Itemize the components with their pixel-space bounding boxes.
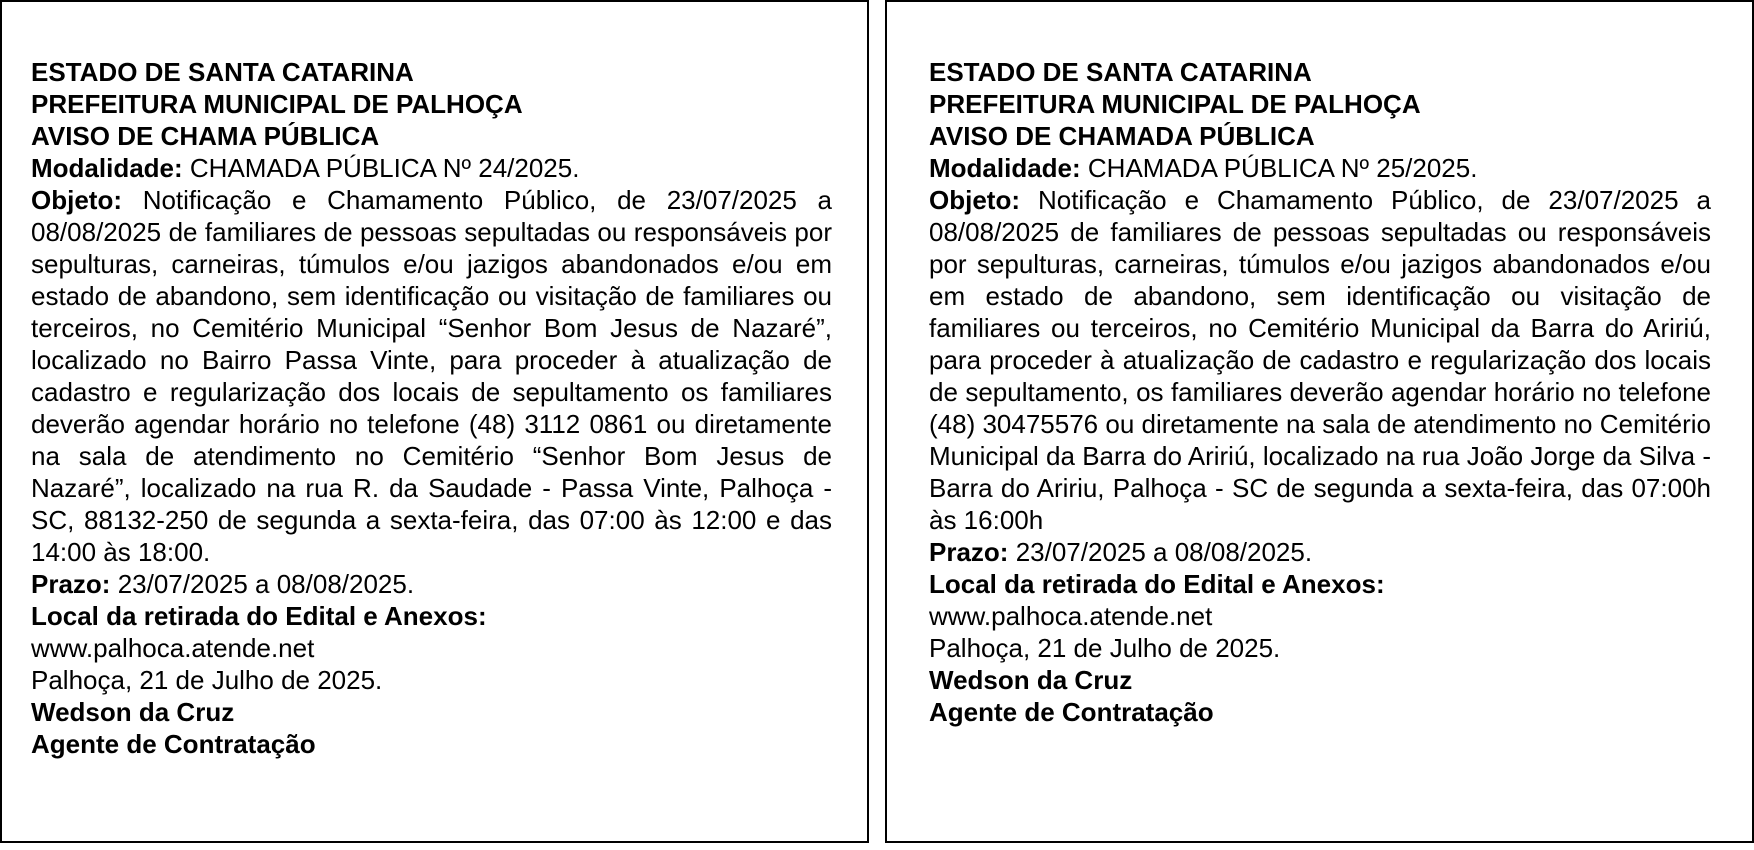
municipality-header: PREFEITURA MUNICIPAL DE PALHOÇA [929, 89, 1421, 119]
prazo-label: Prazo: [31, 569, 111, 599]
notice-box-25 [885, 0, 1754, 843]
prazo-value: 23/07/2025 a 08/08/2025. [1008, 537, 1313, 567]
modalidade-value: CHAMADA PÚBLICA Nº 24/2025. [182, 153, 580, 183]
state-header: ESTADO DE SANTA CATARINA [929, 57, 1312, 87]
notice-heading: AVISO DE CHAMADA PÚBLICA [929, 121, 1315, 151]
local-label: Local da retirada do Edital e Anexos: [929, 569, 1385, 599]
signer-role: Agente de Contratação [929, 697, 1214, 727]
local-label: Local da retirada do Edital e Anexos: [31, 601, 487, 631]
modalidade-value: CHAMADA PÚBLICA Nº 25/2025. [1080, 153, 1478, 183]
modalidade-label: Modalidade: [929, 153, 1081, 183]
website-text: www.palhoca.atende.net [31, 633, 315, 663]
prazo-value: 23/07/2025 a 08/08/2025. [110, 569, 415, 599]
notice-content [929, 56, 1711, 728]
notice-content [31, 56, 832, 760]
website-text: www.palhoca.atende.net [929, 601, 1213, 631]
modalidade-line [31, 152, 832, 184]
notice-heading: AVISO DE CHAMA PÚBLICA [31, 121, 380, 151]
objeto-label: Objeto: [31, 185, 122, 215]
date-line: Palhoça, 21 de Julho de 2025. [31, 665, 383, 695]
objeto-text: Notificação e Chamamento Público, de 23/07/2025 a 08/08/2025 de familiares de pessoas sepultadas ou responsáveis por sepulturas, carneiras, túmulos e/ou jazigos abandonados e/ou em estado de abandono, sem identificação ou visitação de familiares ou terceiros, no Cemitério Municipal “Senhor Bom Jesus de Nazaré”, localizado no Bairro Passa Vinte, para proceder à atualização de cadastro e regularização dos locais de sepultamento os familiares deverão agendar horário no telefone (48) 3112 0861 ou diretamente na sala de atendimento no Cemitério “Senhor Bom Jesus de Nazaré”, localizado na rua R. da Saudade - Passa Vinte, Palhoça - SC, 88132-250 de segunda a sexta-feira, das 07:00 às 12:00 e das 14:00 às 18:00. [31, 185, 832, 567]
signer-name: Wedson da Cruz [929, 665, 1133, 695]
modalidade-label: Modalidade: [31, 153, 183, 183]
prazo-line [31, 568, 832, 600]
prazo-line [929, 536, 1711, 568]
objeto-text: Notificação e Chamamento Público, de 23/07/2025 a 08/08/2025 de familiares de pessoas sepultadas ou responsáveis por sepulturas, carneiras, túmulos e/ou jazigos abandonados e/ou em estado de abandono, sem identificação ou visitação de familiares ou terceiros, no Cemitério Municipal da Barra do Aririú, para proceder à atualização de cadastro e regularização dos locais de sepultamento, os familiares deverão agendar horário no telefone (48) 30475576 ou diretamente na sala de atendimento no Cemitério Municipal da Barra do Aririú, localizado na rua João Jorge da Silva - Barra do Aririu, Palhoça - SC de segunda a sexta-feira, das 07:00h às 16:00h [929, 185, 1711, 535]
objeto-label: Objeto: [929, 185, 1020, 215]
objeto-paragraph [31, 184, 832, 568]
notice-box-24 [0, 0, 869, 843]
objeto-paragraph [929, 184, 1711, 536]
signer-name: Wedson da Cruz [31, 697, 235, 727]
state-header: ESTADO DE SANTA CATARINA [31, 57, 414, 87]
municipality-header: PREFEITURA MUNICIPAL DE PALHOÇA [31, 89, 523, 119]
modalidade-line [929, 152, 1711, 184]
date-line: Palhoça, 21 de Julho de 2025. [929, 633, 1281, 663]
signer-role: Agente de Contratação [31, 729, 316, 759]
prazo-label: Prazo: [929, 537, 1009, 567]
